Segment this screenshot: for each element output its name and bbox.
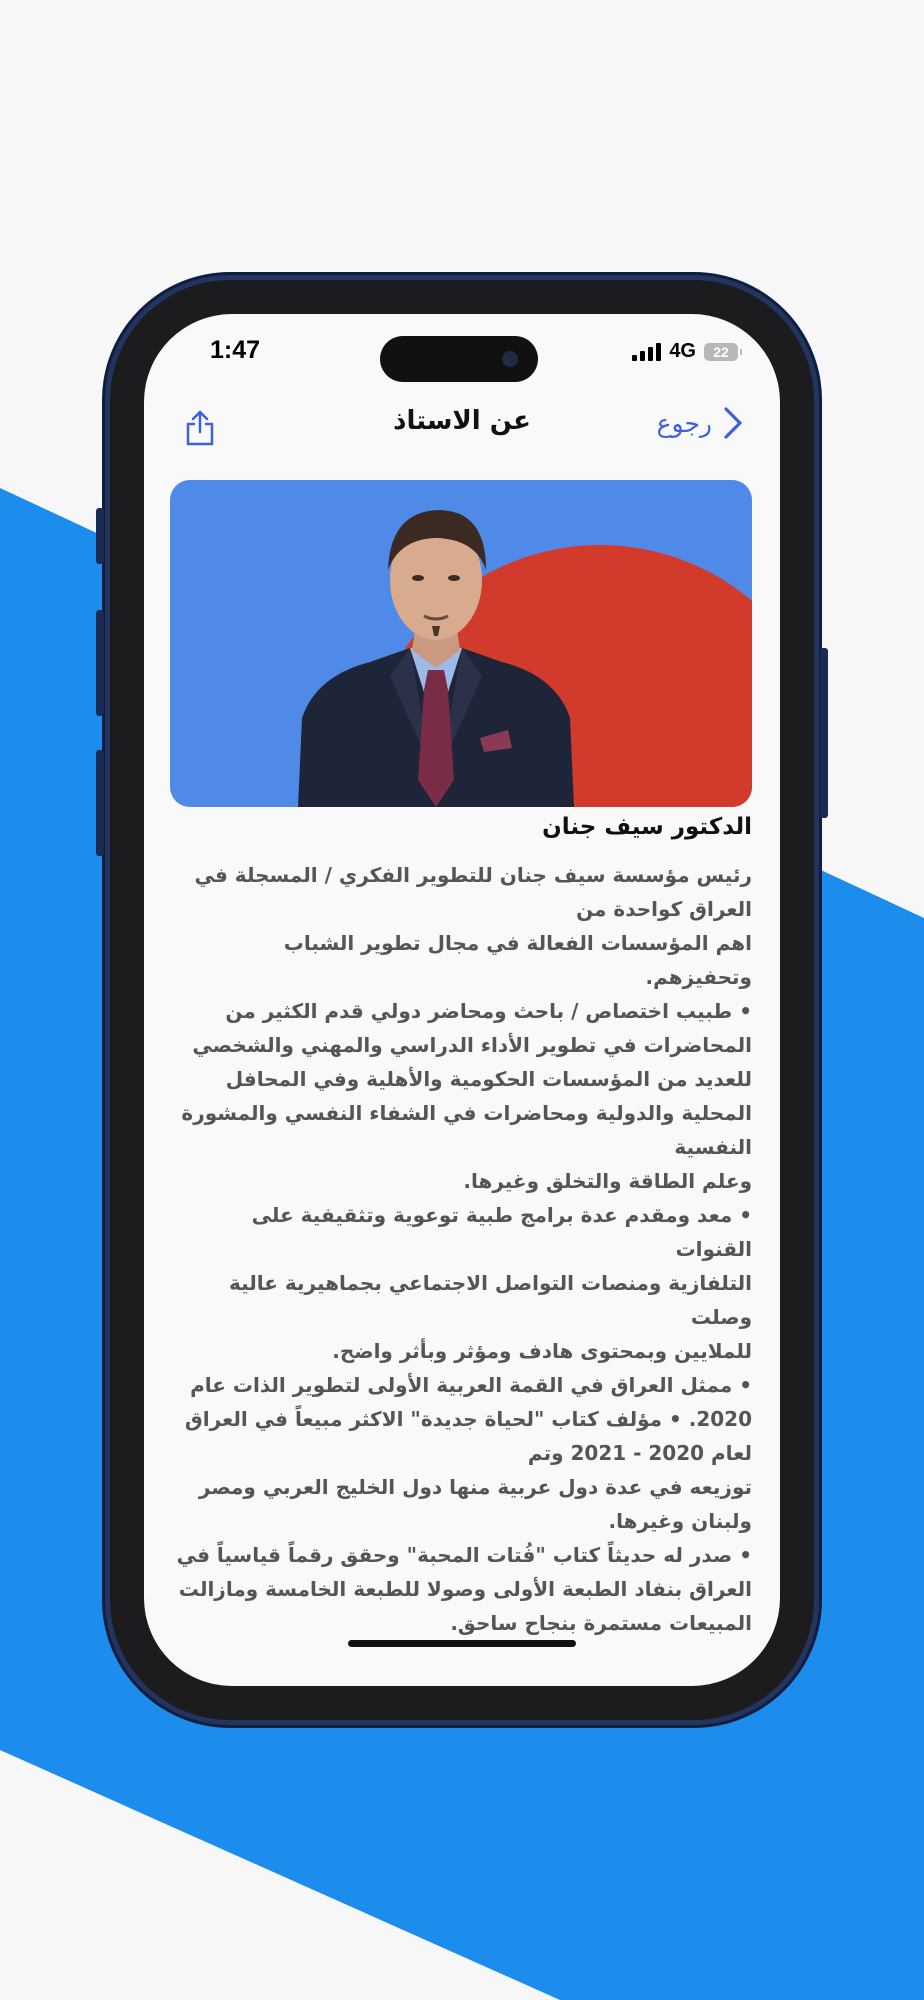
phone-frame	[110, 280, 814, 1720]
bio-line: العراق كواحدة من	[576, 897, 752, 921]
back-label: رجوع	[656, 408, 712, 438]
chevron-right-icon	[722, 406, 744, 440]
bio-line: • طبيب اختصاص / باحث ومحاضر دولي قدم الكثير من	[225, 999, 752, 1023]
bio-line: وعلم الطاقة والتخلق وغيرها.	[463, 1169, 752, 1193]
bio-line: 2020. • مؤلف كتاب "لحياة جديدة" الاكثر مبيعاً في العراق	[184, 1407, 752, 1431]
bio-line: رئيس مؤسسة سيف جنان للتطوير الفكري / المسجلة في	[194, 863, 752, 887]
bio-line: للملايين وبمحتوى هادف ومؤثر وبأثر واضح.	[332, 1339, 752, 1363]
status-time: 1:47	[210, 336, 261, 364]
bio-text	[172, 858, 752, 1640]
bio-line: • ممثل العراق في القمة العربية الأولى لتطوير الذات عام	[190, 1373, 752, 1397]
bio-line: • صدر له حديثاً كتاب "فُتات المحبة" وحقق رقماً قياسياً في	[176, 1543, 752, 1567]
profile-photo	[170, 480, 752, 807]
bio-line: النفسية	[674, 1135, 752, 1159]
bio-line: المبيعات مستمرة بنجاح ساحق.	[450, 1611, 752, 1635]
app-screen	[144, 314, 780, 1686]
bio-line: للعديد من المؤسسات الحكومية والأهلية وفي المحافل	[225, 1067, 752, 1091]
signal-icon	[632, 343, 661, 361]
bio-line: • معد ومقدم عدة برامج طبية توعوية وتثقيفية على القنوات	[251, 1203, 752, 1261]
page-title: عن الاستاذ	[393, 406, 531, 436]
battery-level: 22	[713, 343, 729, 360]
bio-line: المحاضرات في تطوير الأداء الدراسي والمهني والشخصي	[192, 1033, 752, 1057]
portrait-image	[170, 480, 752, 807]
bio-line: المحلية والدولية ومحاضرات في الشفاء النفسي والمشورة	[181, 1101, 752, 1125]
side-button-volume-down	[96, 750, 104, 856]
dynamic-island	[380, 336, 538, 382]
bio-line: اهم المؤسسات الفعالة في مجال تطوير الشباب وتحفيزهم.	[283, 931, 752, 989]
navigation-bar	[144, 394, 780, 458]
doctor-name: الدكتور سيف جنان	[542, 814, 752, 840]
side-button-volume-up	[96, 610, 104, 716]
bio-line: ولبنان وغيرها.	[608, 1509, 752, 1533]
status-indicators	[632, 340, 738, 363]
bio-line: لعام 2020 - 2021 وتم	[527, 1441, 752, 1465]
back-button[interactable]	[657, 406, 744, 440]
home-indicator[interactable]	[348, 1640, 576, 1647]
bio-line: العراق بنفاد الطبعة الأولى وصولا للطبعة الخامسة ومازالت	[178, 1577, 752, 1601]
battery-icon	[704, 343, 738, 361]
profile-content	[172, 814, 752, 1640]
camera-icon	[502, 351, 518, 367]
bio-line: توزيعه في عدة دول عربية منها دول الخليج العربي ومصر	[198, 1475, 752, 1499]
network-type: 4G	[669, 340, 696, 362]
side-button-power	[820, 648, 828, 818]
bio-line: التلفازية ومنصات التواصل الاجتماعي بجماهيرية عالية وصلت	[228, 1271, 752, 1329]
side-button-action	[96, 508, 104, 564]
